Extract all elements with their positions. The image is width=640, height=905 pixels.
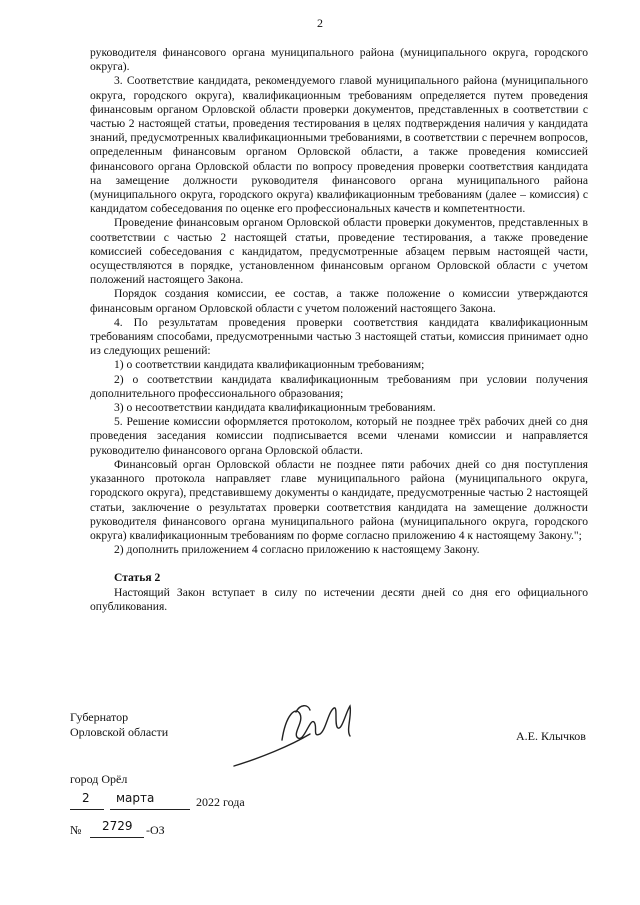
paragraph: Порядок создания комиссии, ее состав, а также положение о комиссии утверждаются финансовым органом Орловской области с учетом положений настоящего Закона.	[90, 287, 588, 315]
list-item: 2) о соответствии кандидата квалификационным требованиям при условии получения дополнительного профессионального образования;	[90, 372, 588, 400]
date-day: 2	[82, 791, 90, 805]
signatory-title-line: Губернатор	[70, 710, 129, 724]
document-body	[90, 46, 588, 614]
paragraph: 2) дополнить приложением 4 согласно приложению к настоящему Закону.	[114, 543, 480, 557]
paragraph: 3. Соответствие кандидата, рекомендуемого главой муниципального района (муниципального округа, городского округа), квалификационным требованиям определяется путем проведения финансовым органом Орловской области проверки документов, представленных в соответствии с частью 2 настоящей статьи, проведения тестирования в целях подтверждения наличия у кандидата знаний, предусмотренных квалификационными требованиями, в соответствии с перечнем вопросов, определенным финансовым органом Орловской области, а также проведения комиссией финансового органа Орловской области по вопросу проведения проверки соответствия кандидата на замещение должности руководителя финансового органа муниципального района (муниципального округа, городского округа) квалификационным требованиям (далее – комиссия) с кандидатом собеседования по оценке его профессиональных качеств и компетентности.	[90, 74, 588, 216]
handwritten-signature	[230, 700, 360, 770]
paragraph: Финансовый орган Орловской области не позднее пяти рабочих дней со дня поступления указанного протокола направляет главе муниципального района (муниципального округа, городского округа), представившему документы о кандидате, предусмотренные частью 2 настоящей статьи, заключение о результатах проверки соответствия кандидата на замещение должности руководителя финансового органа муниципального района (муниципального округа, городского округа) квалификационным требованиям по форме согласно приложению 4 к настоящему Закону.";	[90, 457, 588, 542]
paragraph: 4. По результатам проведения проверки соответствия кандидата квалификационным требованиям способами, предусмотренными частью 3 настоящей статьи, комиссия принимает одно из следующих решений:	[90, 315, 588, 358]
number-line	[70, 819, 270, 841]
signatory-title	[70, 710, 168, 740]
list-item: 3) о несоответствии кандидата квалификационным требованиям.	[114, 401, 436, 415]
signatory-title-line: Орловской области	[70, 725, 169, 739]
city: город Орёл	[70, 772, 128, 786]
article-text: Настоящий Закон вступает в силу по истечении десяти дней со дня его официального опубликования.	[90, 585, 588, 613]
date-month: марта	[116, 791, 155, 805]
date-line	[70, 791, 330, 813]
date-year: 2022 года	[196, 795, 245, 809]
paragraph: руководителя финансового органа муниципального района (муниципального округа, городского округа).	[90, 46, 588, 74]
number-suffix: -ОЗ	[146, 823, 165, 837]
paragraph: Проведение финансовым органом Орловской области проверки документов, представленных в соответствии с частью 2 настоящей статьи, проведение тестирования, а также проведение комиссией собеседования с кандидатом, предусмотренные абзацем первым настоящей части, осуществляются в порядке, установленном финансовым органом Орловской области с учетом положений настоящего Закона.	[90, 216, 588, 287]
law-number: 2729	[102, 819, 133, 833]
paragraph: 5. Решение комиссии оформляется протоколом, который не позднее трёх рабочих дней со дня проведения заседания комиссии подписывается всеми членами комиссии и направляется руководителю финансового органа Орловской области.	[90, 415, 588, 457]
article-heading: Статья 2	[114, 571, 161, 585]
page-number: 2	[317, 16, 323, 30]
number-sign: №	[70, 823, 82, 837]
list-item: 1) о соответствии кандидата квалификационным требованиям;	[114, 358, 425, 372]
signatory-name: А.Е. Клычков	[516, 729, 586, 743]
